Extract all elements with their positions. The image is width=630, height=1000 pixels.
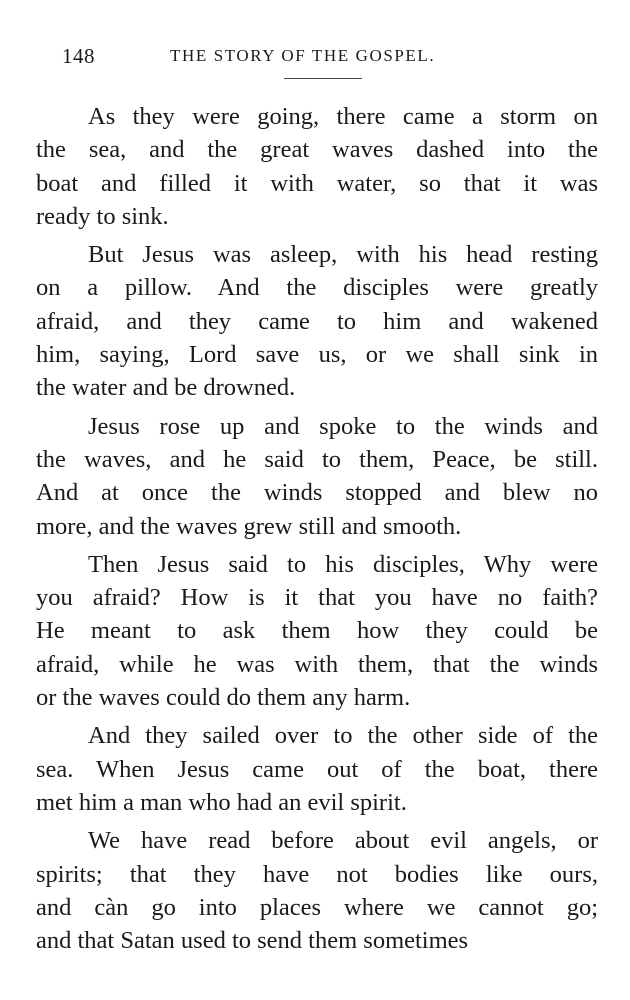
paragraph (36, 719, 598, 819)
paragraph (36, 100, 598, 233)
running-title: THE STORY OF THE GOSPEL. (170, 46, 436, 65)
text-line: met him a man who had an evil spirit. (36, 788, 407, 816)
text-line: Jesus rose up and spoke to the winds and (88, 412, 598, 440)
text-line: boat and filled it with water, so that it was (36, 169, 598, 197)
text-line: the waves, and he said to them, Peace, be still. (36, 445, 598, 473)
text-line: afraid, while he was with them, that the winds (36, 650, 598, 678)
page-header (62, 44, 610, 74)
text-line: And at once the winds stopped and blew no (36, 479, 598, 507)
text-line: or the waves could do them any harm. (36, 684, 411, 712)
text-line: sea. When Jesus came out of the boat, there (36, 755, 598, 783)
text-line: and that Satan used to send them sometimes (36, 927, 469, 955)
paragraph (36, 824, 598, 957)
text-line: and càn go into places where we cannot go; (36, 893, 598, 921)
text-line: spirits; that they have not bodies like ours, (36, 860, 598, 888)
text-line: him, saying, Lord save us, or we shall sink in (36, 341, 598, 369)
text-line: you afraid? How is it that you have no faith? (36, 584, 598, 612)
paragraph (36, 410, 598, 543)
text-line: Then Jesus said to his disciples, Why were (88, 550, 598, 578)
text-line: afraid, and they came to him and wakened (36, 307, 598, 335)
paragraph (36, 548, 598, 714)
text-line: ready to sink. (36, 202, 169, 230)
text-line: the water and be drowned. (36, 374, 296, 402)
text-line: more, and the waves grew still and smooth. (36, 512, 462, 540)
paragraph (36, 238, 598, 404)
text-line: But Jesus was asleep, with his head resting (88, 241, 598, 269)
text-line: And they sailed over to the other side of the (88, 722, 598, 750)
header-rule (284, 78, 362, 79)
text-line: We have read before about evil angels, or (88, 827, 598, 855)
text-line: He meant to ask them how they could be (36, 617, 598, 645)
text-line: As they were going, there came a storm on (88, 103, 598, 130)
text-line: the sea, and the great waves dashed into the (36, 136, 598, 164)
page-number: 148 (62, 44, 95, 68)
body-text (36, 100, 598, 962)
text-line: on a pillow. And the disciples were greatly (36, 274, 598, 302)
